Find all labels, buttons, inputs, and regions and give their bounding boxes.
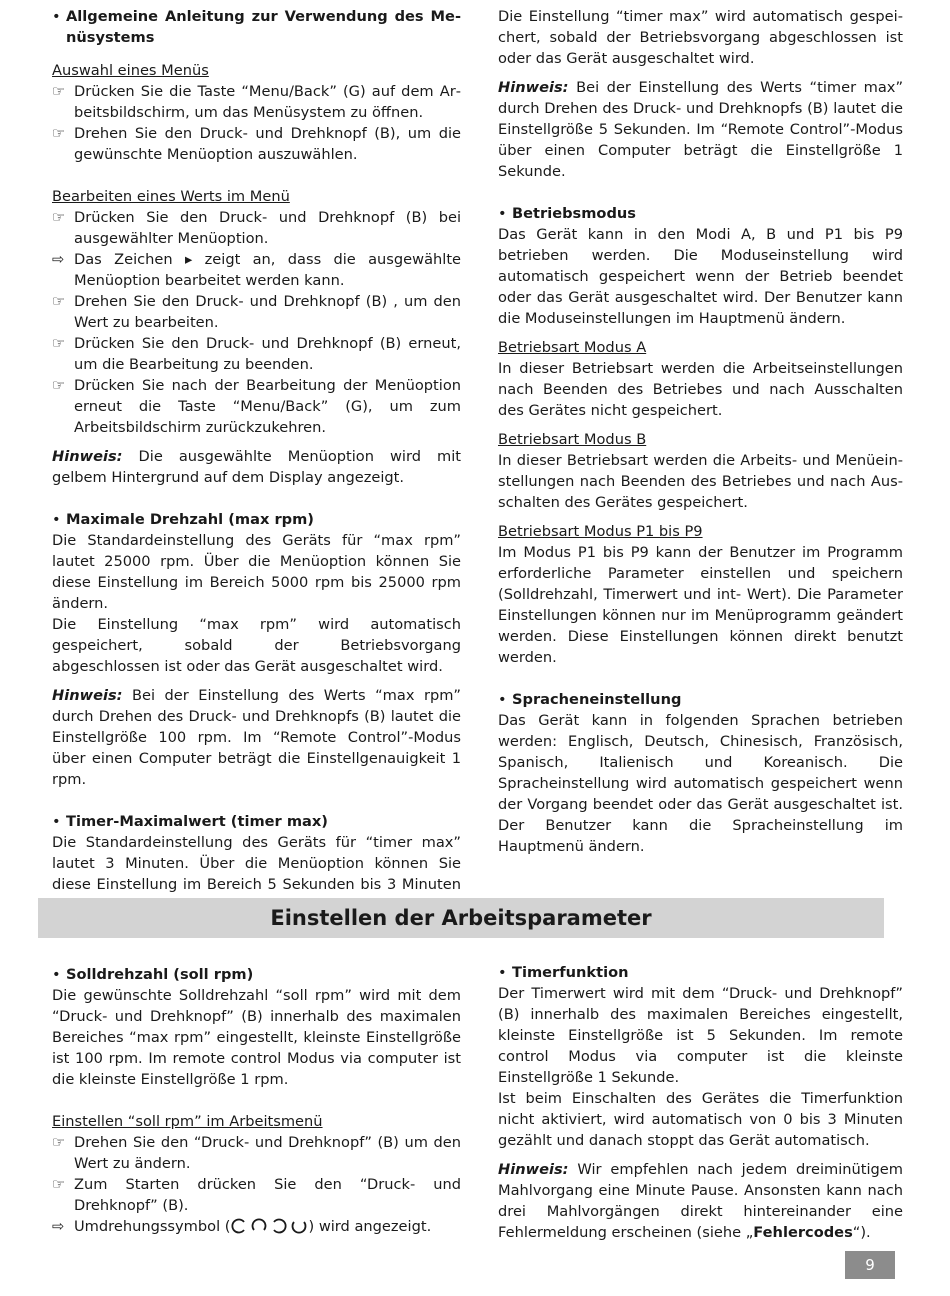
menu-select-step-1: ☞ Drücken Sie die Taste “Menu/Back” (G) auf dem Arbeitsbildschirm, um das Menüsystem zu öffnen. [52,83,461,121]
pointing-hand-icon: ☞ [52,335,66,352]
timer-max-text-2: Die Einstellung “timer max” wird automatisch gespeichert, sobald der Betriebsvorgang abgeschlossen ist oder das Gerät ausgeschaltet wird. [498,8,903,67]
page-number: 9 [845,1251,895,1279]
result-arrow-icon: ⇨ [52,251,65,268]
mode-b-text: In dieser Betriebsart werden die Arbeits- und Menüeinstellungen nach Beenden des Betriebes und nach Ausschalten des Gerätes gespeichert. [498,452,903,511]
menu-edit-result: ⇨ Das Zeichen ▸ zeigt an, dass die ausgewählte Menüoption bearbeitet werden kann. [52,251,462,289]
pointing-hand-icon: ☞ [52,83,66,100]
mode-b-subheading: Betriebsart Modus B [498,431,647,448]
soll-rpm-step-2: ☞ Zum Starten drücken Sie den “Druck- und Drehknopf” (B). [52,1176,461,1214]
menu-edit-subheading: Bearbeiten eines Werts im Menü [52,188,290,205]
soll-rpm-text: Die gewünschte Solldrehzahl “soll rpm” wird mit dem “Druck- und Drehknopf” (B) innerhalb des maximalen Bereiches “max rpm” eingestellt, kleinste Einstellgröße ist 100 rpm. Im remote control Modus via computer ist die kleinste Einstellgröße 1 rpm. [52,987,461,1088]
mode-a-subheading: Betriebsart Modus A [498,339,647,356]
left-column-bottom [52,964,461,1237]
mode-p-subheading: Betriebsart Modus P1 bis P9 [498,523,703,540]
mode-heading: • Betriebsmodus [498,203,903,224]
mode-a-text: In dieser Betriebsart werden die Arbeitseinstellungen nach Beenden des Betriebes und nach Ausschalten des Gerätes nicht gespeichert. [498,360,903,419]
timer-max-heading: • Timer-Maximalwert (timer max) [52,811,461,832]
timer-function-text-2: Ist beim Einschalten des Gerätes die Timerfunktion nicht aktiviert, wird automatisch von 0 bis 3 Minuten gezählt und danach stoppt das Gerät automatisch. [498,1090,903,1149]
max-rpm-text-1: Die Standardeinstellung des Geräts für “max rpm” lautet 25000 rpm. Über die Menüoption können Sie diese Einstellung im Bereich 5000 rpm bis 25000 rpm ändern. [52,532,461,612]
pointing-hand-icon: ☞ [52,1176,66,1193]
menu-note: Hinweis: Die ausgewählte Menüoption wird mit gelbem Hintergrund auf dem Display angezeigt. [52,448,461,486]
section-banner-title: Einstellen der Arbeitsparameter [38,898,884,938]
timer-function-heading: • Timerfunktion [498,962,903,983]
right-column-top [498,6,903,857]
edit-marker-icon: ▸ [184,251,193,268]
menu-heading: • Allgemeine Anleitung zur Verwendung des Menüsystems [52,6,461,48]
max-rpm-note: Hinweis: Bei der Einstellung des Werts “max rpm” durch Drehen des Druck- und Drehknopfs (B) lautet die Einstellgröße 100 rpm. Im “Remote Control”-Modus über einen Computer beträgt die Einstellgenauigkeit 1 rpm. [52,687,461,788]
menu-edit-step-1: ☞ Drücken Sie den Druck- und Drehknopf (B) bei ausgewählter Menüoption. [52,209,461,247]
menu-edit-step-2: ☞ Drehen Sie den Druck- und Drehknopf (B) , um den Wert zu bearbeiten. [52,293,461,331]
language-text: Das Gerät kann in folgenden Sprachen betrieben werden: Englisch, Deutsch, Chinesisch, Französisch, Spanisch, Italienisch und Koreanisch. Die Spracheinstellung wird automatisch gespeichert wenn der Vorgang beendet oder das Gerät ausgeschaltet ist. Der Benutzer kann die Spracheinstellung im Hauptmenü ändern. [498,712,903,855]
right-column-bottom [498,962,903,1243]
rotation-symbols-icon [230,1218,308,1234]
soll-rpm-heading: • Solldrehzahl (soll rpm) [52,964,461,985]
soll-rpm-subheading: Einstellen “soll rpm” im Arbeitsmenü [52,1113,323,1130]
language-heading: • Spracheneinstellung [498,689,903,710]
pointing-hand-icon: ☞ [52,293,66,310]
menu-edit-step-4: ☞ Drücken Sie nach der Bearbeitung der Menüoption erneut die Taste “Menu/Back” (G), um zum Arbeitsbildschirm zurückzukehren. [52,377,461,436]
mode-p-text: Im Modus P1 bis P9 kann der Benutzer im Programm erforderliche Parameter einstellen und speichern (Solldrehzahl, Timerwert und int- Wert). Die Parameter Einstellungen können nur im Menüprogramm geändert werden. Diese Einstellungen können direkt benutzt werden. [498,544,903,666]
max-rpm-text-2: Die Einstellung “max rpm” wird automatisch gespeichert, sobald der Betriebsvorgang abgeschlossen ist oder das Gerät ausgeschaltet wird. [52,616,461,675]
pointing-hand-icon: ☞ [52,1134,66,1151]
soll-rpm-step-1: ☞ Drehen Sie den “Druck- und Drehknopf” (B) um den Wert zu ändern. [52,1134,461,1172]
menu-select-subheading: Auswahl eines Menüs [52,62,209,79]
result-arrow-icon: ⇨ [52,1218,65,1235]
pointing-hand-icon: ☞ [52,377,66,394]
mode-text: Das Gerät kann in den Modi A, B und P1 bis P9 betrieben werden. Die Moduseinstellung wird automatisch gespeichert wenn der Betrieb beendet oder das Gerät ausgeschaltet wird. Der Benutzer kann die Moduseinstellungen im Hauptmenü ändern. [498,226,903,327]
pointing-hand-icon: ☞ [52,125,66,142]
menu-select-step-2: ☞ Drehen Sie den Druck- und Drehknopf (B), um die gewünschte Menüoption auszuwählen. [52,125,461,163]
menu-edit-step-3: ☞ Drücken Sie den Druck- und Drehknopf (B) erneut, um die Bearbeitung zu beenden. [52,335,461,373]
max-rpm-heading: • Maximale Drehzahl (max rpm) [52,509,461,530]
pointing-hand-icon: ☞ [52,209,66,226]
timer-function-note: Hinweis: Wir empfehlen nach jedem dreiminütigem Mahlvorgang eine Minute Pause. Ansonsten kann nach drei Mahlvorgängen direkt hintereinander eine Fehlermeldung erscheinen (siehe „Fehlercodes“). [498,1161,904,1241]
left-column-top [52,6,461,916]
timer-max-text-1: Die Standardeinstellung des Geräts für “timer max” lautet 3 Minuten. Über die Menüoption können Sie diese Einstellung im Bereich 5 Sekunden bis 3 Minuten [52,834,461,893]
soll-rpm-result: ⇨ Umdrehungssymbol ( ) wird angezeigt. [52,1218,432,1235]
timer-function-text-1: Der Timerwert wird mit dem “Druck- und Drehknopf” (B) innerhalb des maximalen Bereiches eingestellt, kleinste Einstellgröße ist 5 Sekunden. Im remote control Modus via computer ist die kleinste Einstellgröße 1 Sekunde. [498,985,903,1086]
timer-max-note: Hinweis: Bei der Einstellung des Werts “timer max” durch Drehen des Druck- und Drehknopfs (B) lautet die Einstellgröße 5 Sekunden. Im “Remote Control”-Modus über einen Computer beträgt die Einstellgröße 1 Sekunde. [498,79,904,180]
